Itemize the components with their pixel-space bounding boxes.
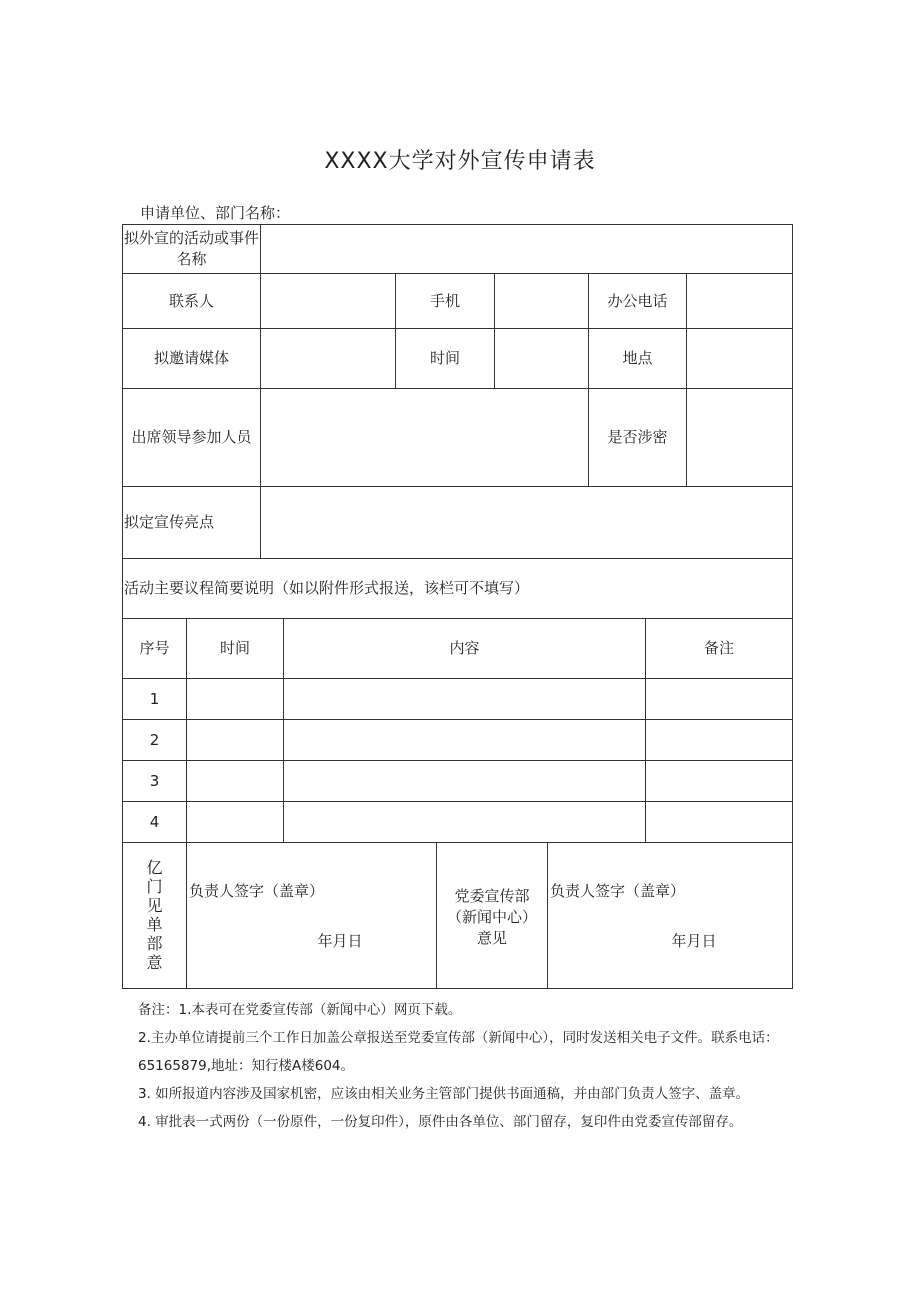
party-signature-label: 负责人签字（盖章） <box>550 881 686 900</box>
contact-label: 联系人 <box>168 291 214 310</box>
event-name-label: 拟外宣的活动或事件名称 <box>123 229 259 268</box>
party-date-label: 年月日 <box>671 931 717 950</box>
mobile-label: 手机 <box>429 291 460 310</box>
agenda-row-time-field[interactable] <box>187 720 283 760</box>
dept-signature-label: 负责人签字（盖章） <box>189 881 325 900</box>
agenda-header-index: 序号 <box>139 639 170 657</box>
applicant-unit-label: 申请单位、部门名称： <box>140 204 291 222</box>
location-field[interactable] <box>687 329 792 388</box>
agenda-row-content-field[interactable] <box>284 761 645 801</box>
agenda-row-remarks-field[interactable] <box>646 761 792 801</box>
mobile-field[interactable] <box>495 274 588 328</box>
agenda-row-content-field[interactable] <box>284 679 645 719</box>
highlights-field[interactable] <box>261 487 792 558</box>
agenda-row-index: 4 <box>149 812 160 831</box>
notes-section <box>140 996 800 1136</box>
media-label: 拟邀请媒体 <box>153 349 229 367</box>
agenda-header-time: 时间 <box>219 639 250 657</box>
time-label: 时间 <box>429 349 460 367</box>
agenda-row-index: 3 <box>149 771 160 790</box>
department-opinion-label: 亿 门 见 单 部 意 <box>146 858 163 972</box>
highlights-label: 拟定宣传亮点 <box>124 513 215 531</box>
event-name-field[interactable] <box>261 225 792 273</box>
dept-date-label: 年月日 <box>317 931 363 950</box>
agenda-row-remarks-field[interactable] <box>646 679 792 719</box>
office-phone-field[interactable] <box>687 274 792 328</box>
document-title: XXXX大学对外宣传申请表 <box>324 149 596 174</box>
location-label: 地点 <box>622 349 653 367</box>
agenda-row-time-field[interactable] <box>187 679 283 719</box>
party-dept-opinion-label: 党委宣传部（新闻中心）意见 <box>446 886 537 947</box>
agenda-row-remarks-field[interactable] <box>646 720 792 760</box>
agenda-row-index: 2 <box>149 730 160 749</box>
note-2: 2.主办单位请提前三个工作日加盖公章报送至党委宣传部（新闻中心），同时发送相关电子文件。联系电话：65165879,地址：知行楼A楼604。 <box>138 1030 779 1074</box>
note-1: 备注：1.本表可在党委宣传部（新闻中心）网页下载。 <box>138 1002 462 1018</box>
leaders-label: 出席领导参加人员 <box>131 428 252 446</box>
agenda-row-index: 1 <box>149 689 160 708</box>
agenda-header-remarks: 备注 <box>703 639 734 657</box>
agenda-description-label: 活动主要议程简要说明（如以附件形式报送，该栏可不填写） <box>124 579 530 597</box>
agenda-row-content-field[interactable] <box>284 802 645 842</box>
contact-field[interactable] <box>261 274 395 328</box>
media-field[interactable] <box>261 329 395 388</box>
office-phone-label: 办公电话 <box>607 291 668 310</box>
confidential-label: 是否涉密 <box>607 428 668 446</box>
confidential-field[interactable] <box>687 389 792 486</box>
agenda-row-remarks-field[interactable] <box>646 802 792 842</box>
agenda-row-time-field[interactable] <box>187 761 283 801</box>
note-4: 4. 审批表一式两份（一份原件，一份复印件），原件由各单位、部门留存，复印件由党委宣传部留存。 <box>138 1114 743 1130</box>
time-field[interactable] <box>495 329 588 388</box>
agenda-row-content-field[interactable] <box>284 720 645 760</box>
agenda-row-time-field[interactable] <box>187 802 283 842</box>
leaders-field[interactable] <box>261 389 588 486</box>
agenda-header-content: 内容 <box>449 639 480 657</box>
note-3: 3. 如所报道内容涉及国家机密，应该由相关业务主管部门提供书面通稿，并由部门负责人签字、盖章。 <box>138 1086 750 1102</box>
